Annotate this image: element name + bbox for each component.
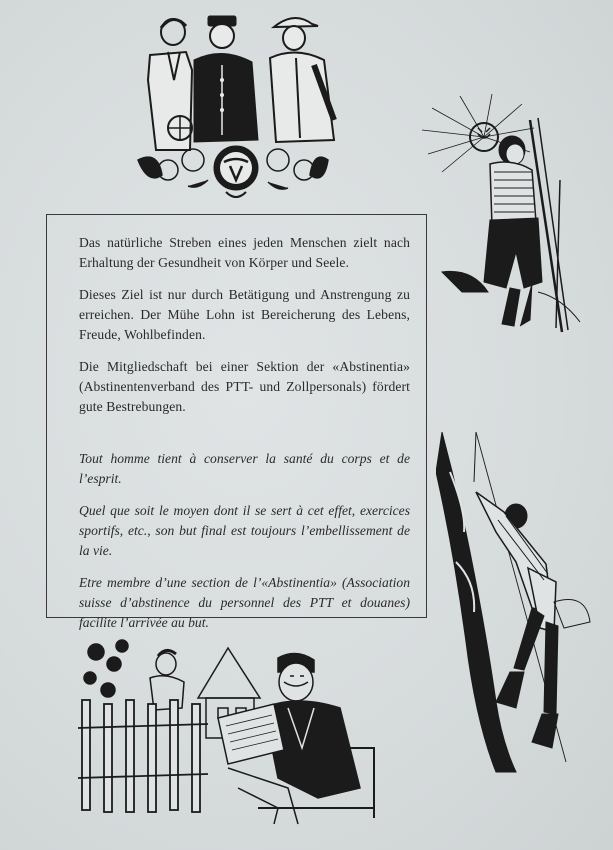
officials-emblem-illustration [128,10,343,205]
french-paragraph-3: Etre membre d’une section de l’«Abstinentia» (Association suisse d’abstinence du personnel des PTT et douanes) facilite l’arrivée au but. [79,575,410,630]
bilingual-text-frame [46,214,427,630]
french-paragraph-2: Quel que soit le moyen dont il se sert à cet effet, exercices sportifs, etc., son but final est toujours l’embellissement de la vie. [79,503,410,558]
newspaper-reader-illustration [78,638,378,828]
german-paragraph-3: Die Mitgliedschaft bei einer Sektion der «Abstinentia» (Abstinentenverband des PTT- und Zollpersonals) fördert gute Bestrebungen. [79,359,410,414]
german-paragraph-1: Das natürliche Streben eines jeden Menschen zielt nach Erhaltung der Gesundheit von Körper und Seele. [79,235,410,270]
rock-climber-illustration [436,432,591,777]
skier-sun-illustration [412,92,582,337]
french-paragraph-1: Tout homme tient à conserver la santé du corps et de l’esprit. [79,451,410,486]
german-paragraph-2: Dieses Ziel ist nur durch Betätigung und Anstrengung zu erreichen. Der Mühe Lohn ist Bereicherung des Lebens, Freude, Wohlbefinden. [79,287,410,342]
